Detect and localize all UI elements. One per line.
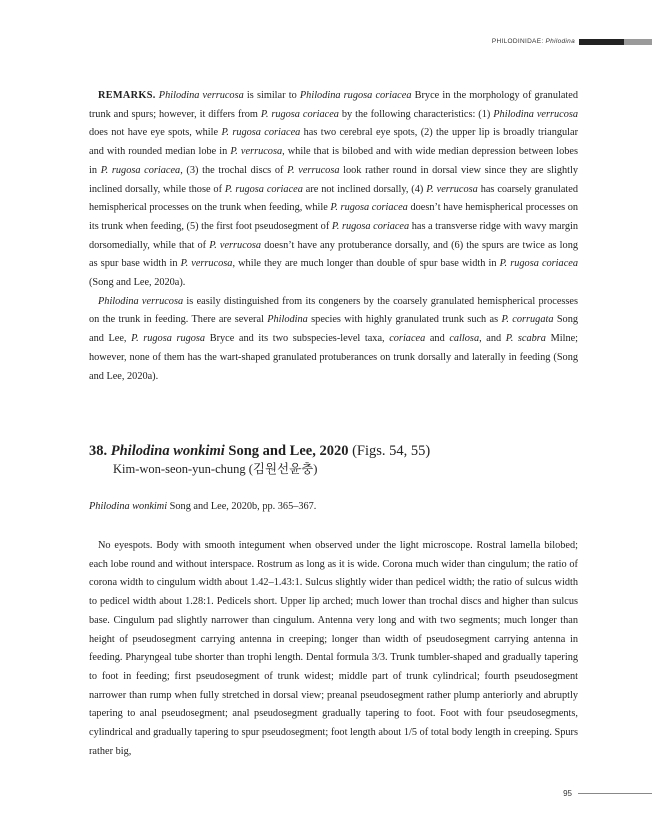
header-bar-gray	[624, 39, 652, 45]
remarks-p1-run: P. rugosa coriacea	[260, 108, 339, 120]
remarks-p2-run: callosa	[449, 333, 480, 345]
citation-rest: Song and Lee, 2020b, pp. 365–367.	[167, 501, 317, 512]
remarks-p1-run: look rather round in dorsal view since they are slightly inclined dorsally, while those of	[89, 164, 578, 195]
remarks-p1-run: P. verrucosa	[287, 164, 340, 176]
remarks-p2-run: coriacea	[389, 333, 426, 345]
remarks-paragraph-1	[89, 87, 578, 293]
header-genus: Philodina	[545, 38, 575, 45]
species-figs: (Figs. 54, 55)	[352, 443, 431, 459]
remarks-p1-run: P. rugosa coriacea	[224, 183, 303, 195]
remarks-p2-run: Milne; however, none of them has the wart-shaped granulated protuberances on trunk dorsally and laterally in feeding (Song and Lee, 2020a).	[89, 333, 579, 382]
description-paragraph: No eyespots. Body with smooth integument when observed under the light microscope. Rostral lamella bilobed; each lobe round and without interspace. Rostrum as long as it is wide. Corona much wider than cingulum; the ratio of corona width to cingulum width about 1.42–1.43:1. Sulcus slightly wider than pedicel width; the ratio of sulcus width to pedicel width about 1.28:1. Pedicels short. Upper lip arched; much lower than trochal discs and higher than sulcus base. Cingulum pad slightly narrower than cingulum. Antenna very long and with two segments; much longer than height of pseudosegment carrying antenna in creeping; longer than width of pseudosegment carrying antenna in feeding. Pharyngeal tube shorter than trophi length. Dental formula 3/3. Trunk tumbler-shaped and gradually tapering to foot in feeding; first pseudosegment of trunk widest; middle part of trunk cylindrical; fourth pseudosegment narrower than rump when fully stretched in dorsal view; preanal pseudosegment rather plump anteriorly and abruptly tapering to anal pseudosegment; anal pseudosegment gradually tapering to foot. Foot with four pseudosegments, cylindrical and gradually tapering to spur pseudosegment; foot length about 1/5 of total body length in creeping. Spurs rather big,	[89, 540, 578, 757]
remarks-p1-run: doesn’t have any protuberance dorsally, and (6) the spurs are twice as long as spur base width in	[89, 239, 578, 270]
remarks-p1-run: by the following characteristics: (1)	[338, 108, 494, 120]
remarks-p2-run: , and	[479, 333, 506, 345]
remarks-p2-run: Song and Lee,	[89, 314, 578, 345]
page-number: 95	[563, 789, 572, 798]
remarks-p1-run: P. rugosa coriacea	[100, 164, 181, 176]
remarks-p2-run: P. rugosa rugosa	[131, 333, 206, 345]
remarks-p2-run: P. scabra	[505, 333, 546, 345]
remarks-p1-run: , (3) the trochal discs of	[180, 164, 288, 176]
header-family: PHILODINIDAE:	[491, 38, 544, 45]
remarks-p1-run: P. verrucosa	[426, 183, 478, 195]
remarks-p1-run: P. rugosa coriacea	[499, 258, 578, 270]
species-number: 38.	[89, 443, 108, 459]
remarks-p1-run: Philodina verrucosa	[493, 108, 579, 120]
remarks-p2-run: and	[425, 333, 450, 345]
remarks-p1-run: is similar to	[243, 90, 300, 101]
remarks-label: REMARKS.	[98, 90, 156, 101]
remarks-p1-run: P. rugosa coriacea	[331, 220, 410, 232]
species-authority: Song and Lee, 2020	[228, 443, 349, 459]
running-header	[492, 38, 652, 45]
remarks-p2-run: is easily distinguished from its congeners by the coarsely granulated hemispherical processes on the trunk in feeding. There are several	[89, 295, 578, 326]
remarks-p1-run: Philodina rugosa coriacea	[299, 90, 412, 101]
remarks-p1-run: has coarsely granulated hemispherical processes on the trunk when feeding, while	[89, 183, 578, 214]
remarks-p2-run: Philodina verrucosa	[98, 295, 184, 307]
remarks-p2-run: Bryce and its two subspecies-level taxa,	[205, 333, 390, 345]
remarks-p1-run: does not have eye spots, while	[89, 127, 222, 139]
remarks-p1-run: P. verrucosa	[230, 146, 283, 158]
remarks-p2-run: Philodina	[267, 314, 308, 326]
remarks-p1-run: has two cerebral eye spots, (2) the upper lip is broadly triangular and with rounded median lobe in	[89, 127, 578, 158]
description-section	[89, 537, 578, 761]
remarks-p1-run: are not inclined dorsally, (4)	[302, 183, 427, 195]
page-footer	[563, 789, 652, 798]
remarks-p1-run: , while they are much longer than double of spur base width in	[232, 258, 500, 270]
remarks-p1-run: Bryce in the morphology of granulated trunk and spurs; however, it differs from	[89, 90, 578, 120]
remarks-p1-run: P. verrucosa	[180, 258, 233, 270]
remarks-p1-run: P. verrucosa	[209, 239, 262, 251]
remarks-p1-run: (Song and Lee, 2020a).	[89, 277, 186, 289]
citation	[89, 498, 316, 516]
footer-rule	[578, 793, 652, 794]
species-name: Philodina wonkimi	[110, 443, 225, 459]
header-bar-dark	[579, 39, 624, 45]
remarks-p1-run: doesn’t have hemispherical processes on its trunk when feeding, (5) the first foot pseudosegment of	[89, 202, 578, 232]
remarks-p1-run: , while that is bilobed and with wide median depression between lobes in	[89, 146, 578, 176]
species-title	[89, 442, 578, 460]
species-heading	[89, 442, 578, 478]
remarks-p1-run: P. rugosa coriacea	[221, 127, 301, 139]
remarks-p1-run: Philodina verrucosa	[158, 90, 244, 101]
remarks-p1-run: P. rugosa coriacea	[330, 202, 408, 214]
remarks-p1-text	[89, 90, 578, 288]
species-common-name: Kim-won-seon-yun-chung (김원선윤충)	[113, 462, 318, 476]
remarks-p1-run: has a transverse ridge with wavy margin dorsomedially, while that of	[89, 220, 578, 251]
remarks-section	[89, 87, 578, 386]
remarks-paragraph-2	[89, 293, 578, 387]
remarks-p2-run: P. corrugata	[501, 314, 554, 326]
header-text	[492, 38, 575, 45]
remarks-p2-run: species with highly granulated trunk such as	[307, 314, 502, 326]
citation-species: Philodina wonkimi	[89, 501, 168, 512]
